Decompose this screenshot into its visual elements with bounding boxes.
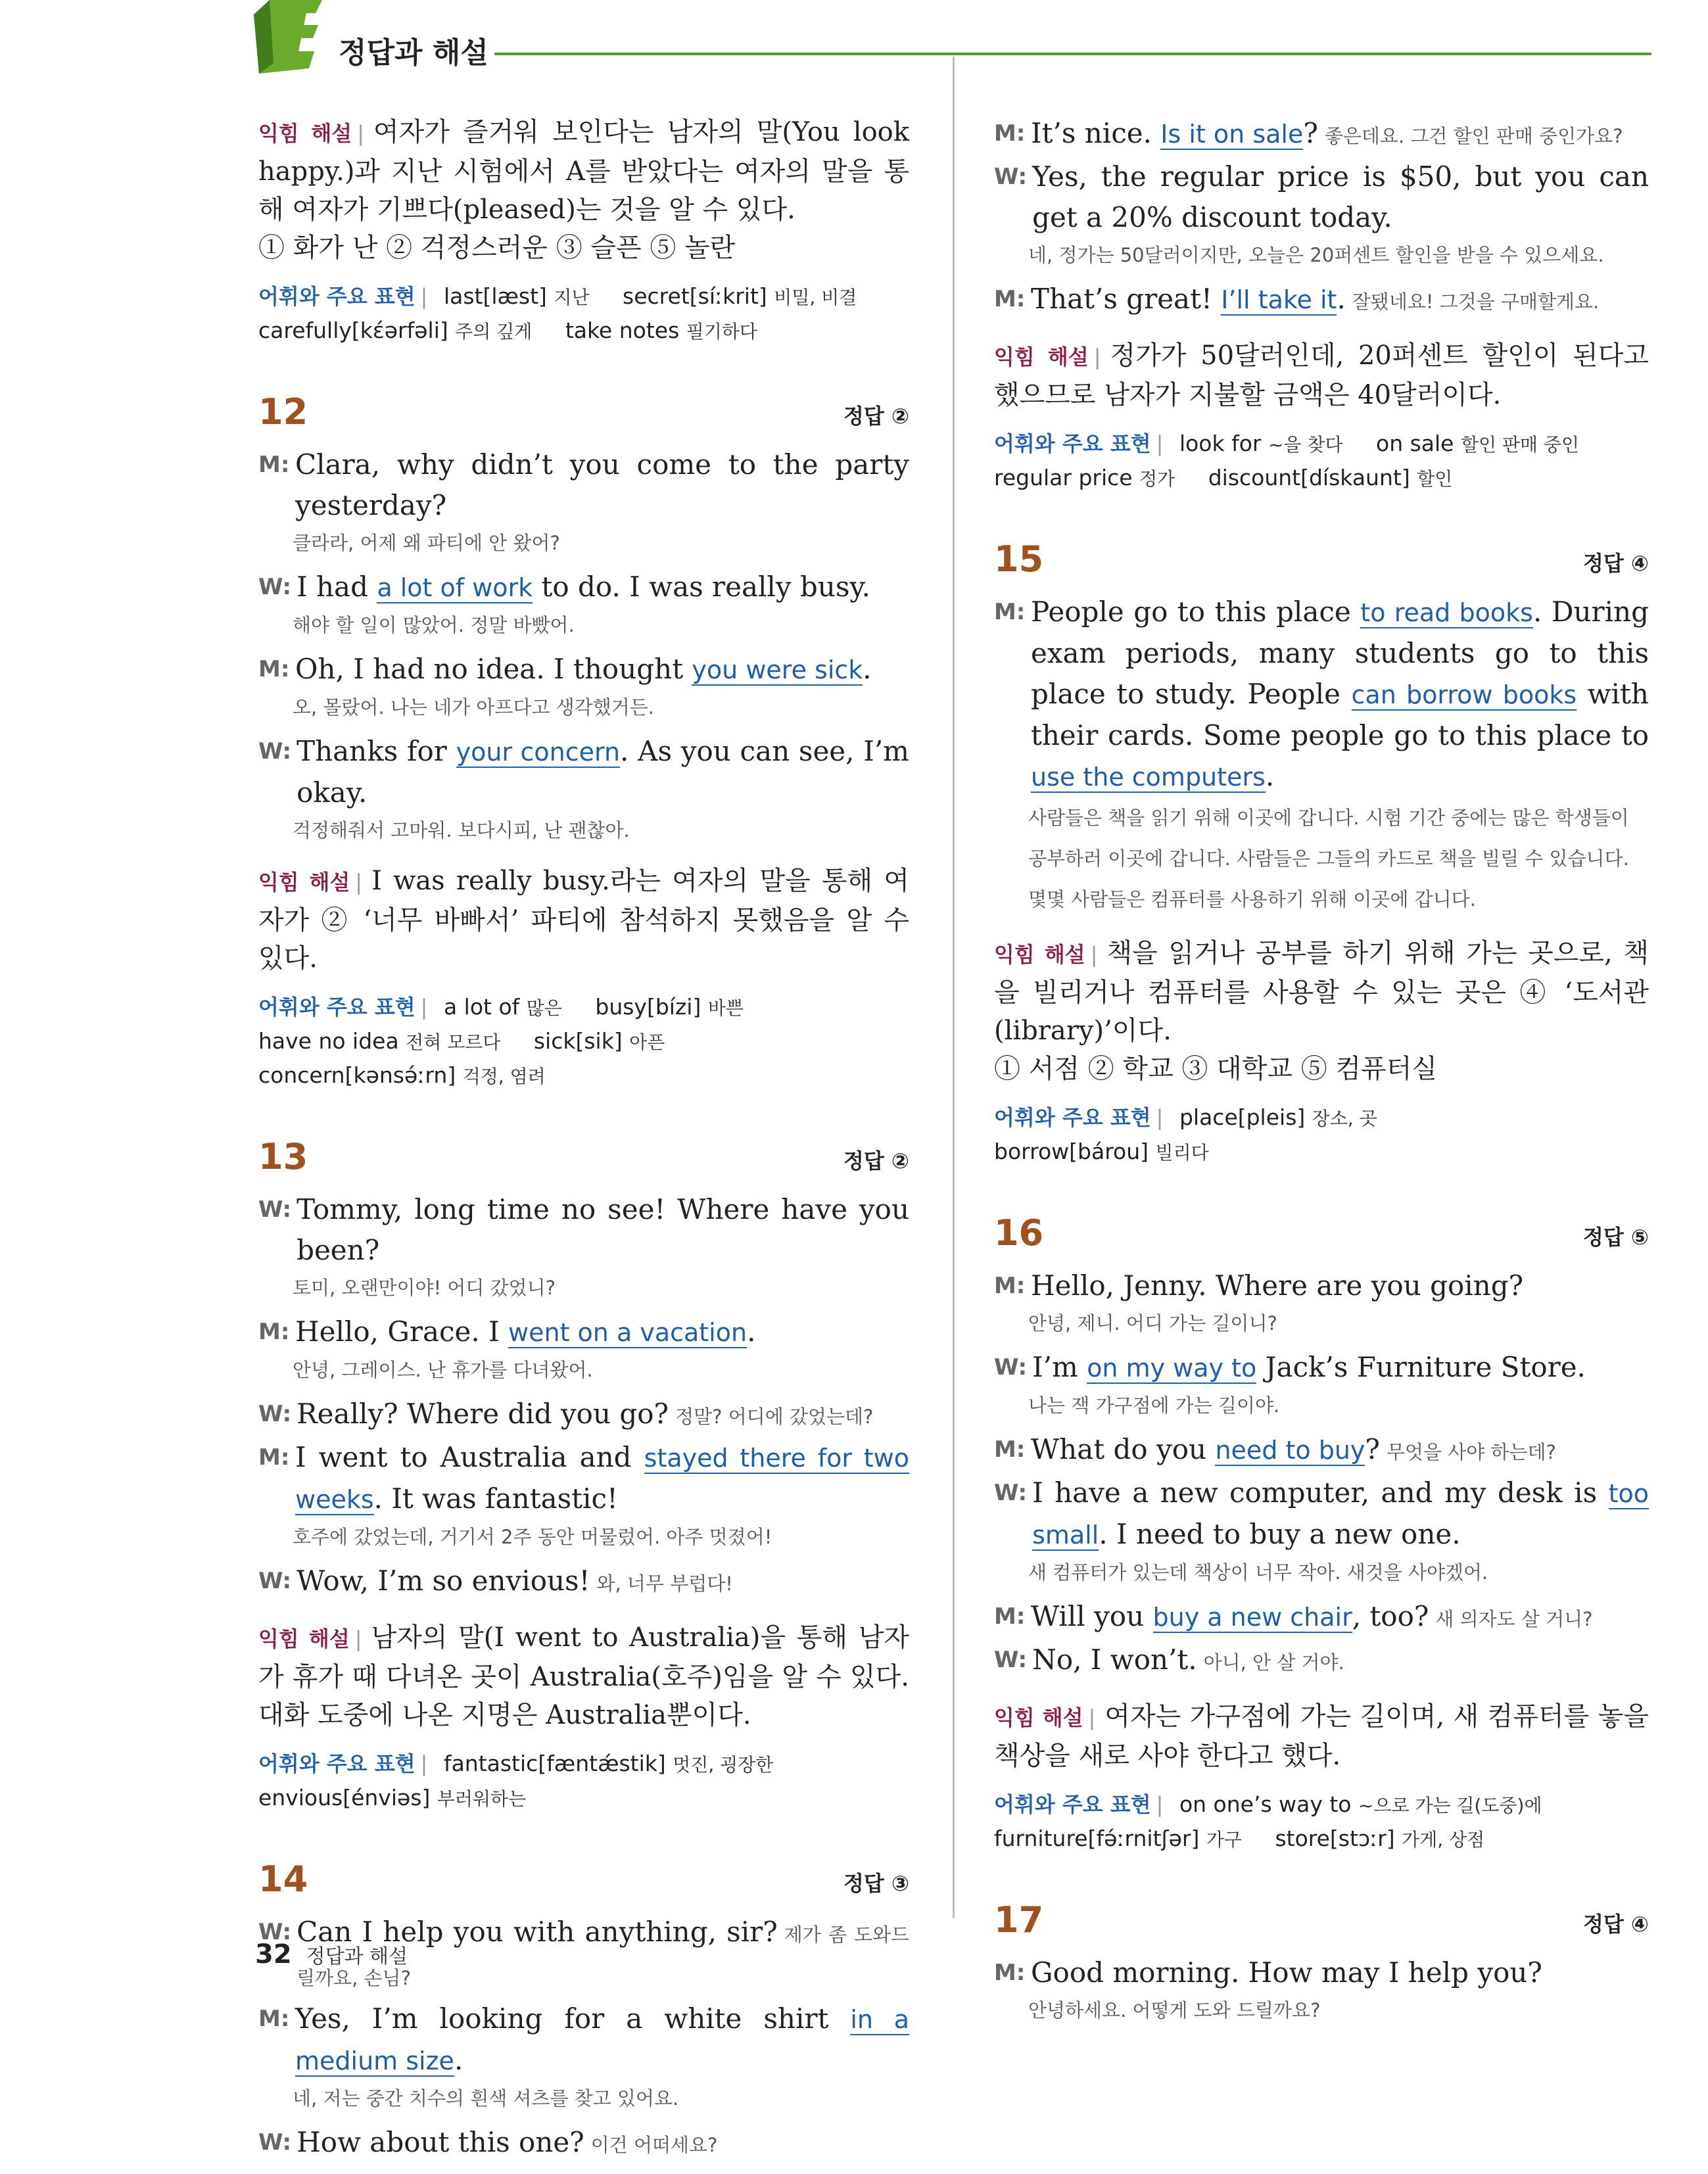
question-number: 17	[994, 1899, 1044, 1941]
dialogue-line	[994, 1347, 1649, 1388]
text: M:	[258, 2006, 290, 2032]
text: M:	[994, 599, 1026, 625]
dialogue-line	[258, 1998, 909, 2081]
translation: 정말? 어디에 갔었는데?	[675, 1406, 874, 1428]
vocab-item	[1179, 431, 1343, 456]
answer-label: 정답 ④	[1582, 1912, 1649, 1937]
key-phrase: buy a new chair	[1152, 1603, 1352, 1632]
text: Can I help you with anything, sir?	[297, 1916, 778, 1948]
text: |	[354, 1626, 362, 1651]
text: |	[1156, 431, 1164, 456]
text: 할인	[1417, 468, 1453, 490]
vocab-item	[1208, 465, 1453, 490]
translation: 이건 어떠세요?	[590, 2134, 718, 2156]
text: ~으로 가는 길(도중)에	[1358, 1795, 1542, 1816]
dialogue-line	[994, 1952, 1649, 1993]
text: People go to this place	[1031, 596, 1361, 628]
explanation-label: 익힘 해설	[258, 1626, 350, 1651]
key-phrase: I’ll take it	[1221, 285, 1337, 314]
vocab-item	[994, 1139, 1209, 1164]
text: That’s great!	[1031, 283, 1222, 315]
text: Clara, why didn’t you come to the party yesterday?	[295, 448, 909, 521]
text: M:	[994, 1436, 1026, 1463]
dialogue-line	[258, 1311, 909, 1353]
text: discount[dískaunt]	[1208, 465, 1410, 490]
text: . It was fantastic!	[373, 1482, 618, 1515]
text: 빌리다	[1155, 1142, 1209, 1164]
translation: 안녕하세요. 어떻게 도와 드릴까요?	[1028, 1999, 1321, 2021]
vocab-block	[994, 1788, 1649, 1856]
text: |	[1156, 1792, 1164, 1817]
translation: 제가 좀 도와드릴까요, 손님?	[297, 1924, 909, 1989]
text: W:	[994, 1354, 1028, 1381]
question-number: 14	[258, 1858, 308, 1900]
translation: 와, 너무 부럽다!	[596, 1572, 733, 1595]
translation: 안녕, 그레이스. 난 휴가를 다녀왔어.	[293, 1359, 593, 1381]
text: place[pleis]	[1179, 1104, 1306, 1130]
vocab-item	[1275, 1826, 1484, 1851]
text: envious[énviəs]	[258, 1785, 431, 1810]
text: M:	[258, 452, 290, 478]
text: What do you	[1031, 1433, 1216, 1465]
text: ?	[1365, 1433, 1380, 1465]
dialogue-line	[258, 1437, 909, 1520]
explanation-text: 남자의 말(I went to Australia)을 통해 남자가 휴가 때 다녀온 곳이 Australia(호주)임을 알 수 있다. 대화 도중에 나온 지명은 Australia뿐이다.	[258, 1622, 909, 1730]
explanation	[258, 862, 909, 978]
question-header	[994, 1899, 1649, 1941]
text: M:	[994, 1960, 1026, 1986]
translation: 잘됐네요! 그것을 구매할게요.	[1352, 291, 1600, 313]
text: .	[1265, 760, 1275, 792]
vocab-block	[258, 991, 909, 1093]
text: 아픈	[629, 1031, 665, 1053]
dialogue-line	[258, 2122, 909, 2165]
text: 바쁜	[707, 997, 744, 1019]
text: |	[1088, 1705, 1096, 1730]
text: 부러워하는	[437, 1788, 527, 1810]
text: store[stɔːr]	[1275, 1826, 1395, 1851]
dialogue-line	[994, 279, 1649, 322]
text: 장소, 곳	[1312, 1108, 1377, 1129]
text: furniture[fə́ːrnitʃər]	[994, 1826, 1200, 1851]
dialogue-line	[994, 156, 1649, 238]
text: |	[355, 870, 363, 895]
answer-label: 정답 ⑤	[1582, 1225, 1649, 1250]
text: W:	[258, 1401, 292, 1427]
text: |	[1093, 344, 1101, 369]
vocab-item	[444, 283, 590, 309]
text: .	[454, 2044, 463, 2076]
explanation-label: 익힘 해설	[994, 344, 1089, 369]
text: M:	[258, 656, 290, 682]
explanation-text: I was really busy.라는 여자의 말을 통해 여자가 ② ‘너무 바빠서’ 파티에 참석하지 못했음을 알 수 있다.	[258, 866, 909, 974]
text: Thanks for	[297, 735, 456, 767]
vocab-label: 어휘와 주요 표현	[258, 995, 415, 1020]
vocab-label: 어휘와 주요 표현	[258, 284, 415, 309]
translation: 호주에 갔었는데, 거기서 2주 동안 머물렀어. 아주 멋졌어!	[293, 1526, 772, 1548]
question-header	[994, 1212, 1649, 1254]
text: secret[síːkrit]	[623, 283, 767, 309]
question-number: 16	[994, 1212, 1044, 1254]
text: carefully[kɛ́ərfəli]	[258, 318, 448, 343]
vocab-item	[534, 1028, 665, 1054]
dialogue-line	[258, 731, 909, 813]
vocab-item	[994, 465, 1175, 490]
text: Jack’s Furniture Store.	[1256, 1351, 1586, 1383]
key-phrase: your concern	[456, 738, 621, 767]
text: 주의 깊게	[455, 321, 533, 343]
header-rule	[494, 53, 1651, 55]
text: I went to Australia and	[295, 1441, 644, 1473]
text: 전혀 모르다	[406, 1031, 501, 1053]
translation: 새 컴퓨터가 있는데 책상이 너무 작아. 새것을 사야겠어.	[1028, 1561, 1488, 1584]
text: 비밀, 비결	[774, 287, 857, 308]
text: .	[1337, 283, 1346, 315]
text: . During exam periods, many students go to this place to study. People	[1031, 596, 1649, 710]
text: take notes	[565, 318, 680, 343]
key-phrase: can borrow books	[1351, 680, 1577, 709]
explanation-label: 익힘 해설	[258, 121, 352, 146]
text: 많은	[526, 997, 562, 1019]
text: It’s nice.	[1031, 117, 1161, 149]
vocab-item	[444, 1751, 773, 1776]
text: . I need to buy a new one.	[1099, 1518, 1461, 1550]
translation: 걱정해줘서 고마워. 보다시피, 난 괜찮아.	[293, 819, 630, 841]
page-footer	[255, 1939, 408, 1970]
text: on sale	[1376, 431, 1454, 456]
dialogue-line	[994, 1640, 1649, 1683]
text: regular price	[994, 465, 1133, 490]
explanation	[994, 934, 1649, 1050]
text: Will you	[1031, 1600, 1153, 1632]
text: Hello, Grace. I	[295, 1315, 509, 1348]
vocab-label: 어휘와 주요 표현	[258, 1751, 415, 1776]
key-phrase: need to buy	[1215, 1436, 1365, 1465]
vocab-block	[258, 1747, 909, 1816]
translation: 새 의자도 살 거니?	[1435, 1608, 1593, 1630]
right-column	[994, 113, 1649, 2034]
dialogue-line	[994, 1473, 1649, 1555]
text: a lot of	[443, 994, 520, 1020]
vocab-block	[994, 1101, 1649, 1170]
explanation	[258, 113, 909, 229]
vocab-item	[258, 318, 532, 343]
left-column	[258, 113, 909, 2165]
translation: 오, 몰랐어. 나는 네가 아프다고 생각했거든.	[293, 696, 654, 719]
vocab-item	[565, 318, 757, 343]
text: borrow[bárou]	[994, 1139, 1149, 1164]
text: concern[kənsə́ːrn]	[258, 1062, 456, 1088]
text: |	[420, 1751, 428, 1776]
choices: ① 화가 난 ② 걱정스러운 ③ 슬픈 ⑤ 놀란	[258, 233, 736, 263]
text: Hello, Jenny. Where are you going?	[1031, 1269, 1524, 1302]
translation: 토미, 오랜만이야! 어디 갔었니?	[293, 1277, 556, 1299]
dialogue-line	[994, 1596, 1649, 1640]
text: have no idea	[258, 1028, 399, 1054]
text: sick[sik]	[533, 1028, 623, 1054]
header-title: 정답과 해설	[339, 36, 488, 70]
vocab-block	[994, 427, 1649, 496]
question-number: 12	[258, 391, 308, 433]
explanation	[994, 1697, 1649, 1775]
text: M:	[258, 1319, 290, 1345]
text: I’m	[1032, 1351, 1087, 1383]
explanation-text: 정가가 50달러인데, 20퍼센트 할인이 된다고 했으므로 남자가 지불할 금액은 40달러이다.	[994, 341, 1649, 410]
translation: 네, 정가는 50달러이지만, 오늘은 20퍼센트 할인을 받을 수 있으세요.	[1028, 244, 1604, 266]
text: 정가	[1139, 468, 1175, 490]
question-header	[258, 1136, 909, 1177]
text: W:	[994, 164, 1028, 190]
text: , too?	[1352, 1600, 1429, 1632]
key-phrase: a lot of work	[377, 573, 533, 602]
vocab-label: 어휘와 주요 표현	[994, 1105, 1151, 1130]
text: No, I won’t.	[1032, 1643, 1197, 1676]
question-header	[258, 391, 909, 433]
question-number: 13	[258, 1136, 308, 1177]
key-phrase: on my way to	[1087, 1354, 1257, 1382]
answer-label: 정답 ④	[1582, 551, 1649, 576]
text: Oh, I had no idea. I thought	[295, 653, 692, 685]
dialogue-line	[994, 592, 1649, 797]
dialogue-line	[258, 1394, 909, 1437]
text: 멋진, 굉장한	[673, 1754, 774, 1776]
dialogue-line	[994, 1265, 1649, 1306]
explanation-label: 익힘 해설	[994, 942, 1085, 967]
text: Yes, I’m looking for a white shirt	[295, 2002, 851, 2035]
dialogue-line	[258, 649, 909, 690]
explanation-label: 익힘 해설	[994, 1705, 1083, 1730]
text: M:	[994, 1603, 1026, 1630]
text: M:	[994, 120, 1026, 147]
text: M:	[258, 1444, 290, 1471]
green-book-tab-icon	[250, 0, 329, 74]
text: .	[863, 653, 872, 685]
translation: 좋은데요. 그건 할인 판매 중인가요?	[1324, 125, 1623, 147]
text: 할인 판매 중인	[1460, 434, 1580, 456]
explanation-label: 익힘 해설	[258, 870, 350, 895]
text: Yes, the regular price is $50, but you can get a 20% discount today.	[1032, 160, 1649, 233]
text: |	[420, 284, 428, 309]
text: I have a new computer, and my desk is	[1032, 1477, 1609, 1509]
question-header	[994, 538, 1649, 580]
page-header	[0, 0, 1708, 79]
vocab-item	[1376, 431, 1579, 456]
text: 가게, 상점	[1402, 1829, 1485, 1851]
text: |	[1156, 1105, 1164, 1130]
text: with their cards. Some people go to this place to	[1031, 678, 1649, 751]
text: W:	[994, 1480, 1028, 1506]
translation: 사람들은 책을 읽기 위해 이곳에 갑니다. 시험 기간 중에는 많은 학생들이 공부하러 이곳에 갑니다. 사람들은 그들의 카드로 책을 빌릴 수 있습니다. 몇몇 사람들은 컴퓨터를 사용하기 위해 이곳에 갑니다.	[1028, 807, 1629, 910]
dialogue-line	[258, 567, 909, 608]
text: Wow, I’m so envious!	[297, 1565, 590, 1597]
text: fantastic[fæntǽstik]	[443, 1751, 666, 1776]
translation: 아니, 안 살 거야.	[1203, 1651, 1344, 1674]
vocab-label: 어휘와 주요 표현	[994, 1792, 1151, 1817]
text: W:	[258, 1196, 292, 1223]
text: ?	[1303, 117, 1318, 149]
translation: 해야 할 일이 많았어. 정말 바빴어.	[293, 614, 575, 636]
text: look for	[1179, 431, 1262, 456]
choices: ① 서점 ② 학교 ③ 대학교 ⑤ 컴퓨터실	[994, 1054, 1438, 1084]
text: ~을 찾다	[1268, 434, 1343, 456]
vocab-item	[258, 1785, 526, 1810]
text: busy[bízi]	[595, 994, 701, 1020]
text: Good morning. How may I help you?	[1031, 1956, 1542, 1989]
text: M:	[994, 1273, 1026, 1299]
vocab-item	[595, 994, 744, 1020]
key-phrase: to read books	[1360, 598, 1533, 627]
dialogue-line	[994, 1429, 1649, 1473]
text: |	[420, 995, 428, 1020]
translation: 나는 잭 가구점에 가는 길이야.	[1028, 1394, 1280, 1417]
translation: 클라라, 어제 왜 파티에 안 왔어?	[293, 532, 560, 554]
vocab-label: 어휘와 주요 표현	[994, 431, 1151, 456]
translation: 무엇을 사야 하는데?	[1386, 1441, 1556, 1463]
text: 걱정, 염려	[462, 1066, 546, 1087]
footer-title: 정답과 해설	[306, 1945, 408, 1968]
key-phrase: you were sick	[692, 655, 863, 684]
vocab-item	[994, 1826, 1242, 1851]
text: 가구	[1206, 1829, 1242, 1851]
key-phrase: in a medium size	[295, 2005, 909, 2075]
translation: 네, 저는 중간 치수의 흰색 셔츠를 찾고 있어요.	[293, 2087, 679, 2110]
vocab-item	[1179, 1791, 1542, 1817]
text: Tommy, long time no see! Where have you been?	[297, 1193, 909, 1266]
text: . As you can see, I’m okay.	[297, 735, 909, 809]
translation: 안녕, 제니. 어디 가는 길이니?	[1028, 1312, 1277, 1335]
vocab-item	[258, 1028, 500, 1054]
column-divider	[953, 57, 955, 1918]
text: W:	[258, 1568, 292, 1594]
text: on one’s way to	[1179, 1791, 1352, 1817]
vocab-item	[258, 1062, 546, 1088]
question-number: 15	[994, 538, 1044, 580]
dialogue-line	[258, 1189, 909, 1271]
vocab-item	[444, 994, 562, 1020]
page-number: 32	[255, 1939, 292, 1970]
text: W:	[994, 1647, 1028, 1673]
explanation-text: 책을 읽거나 공부를 하기 위해 가는 곳으로, 책을 빌리거나 컴퓨터를 사용할 수 있는 곳은 ④ ‘도서관(library)’이다.	[994, 938, 1649, 1046]
text: 지난	[554, 287, 590, 308]
text: last[læst]	[443, 283, 547, 309]
vocab-item	[623, 283, 857, 309]
question-header	[258, 1858, 909, 1900]
text: W:	[258, 738, 292, 765]
dialogue-line	[258, 444, 909, 526]
dialogue-line	[258, 1561, 909, 1604]
answer-label: 정답 ③	[843, 1871, 909, 1896]
vocab-item	[1179, 1104, 1377, 1130]
key-phrase: stayed there for two weeks	[295, 1444, 910, 1514]
text: |	[1090, 942, 1098, 967]
text: to do. I was really busy.	[533, 571, 870, 603]
text: I had	[297, 571, 377, 603]
answer-label: 정답 ②	[843, 404, 909, 429]
explanation	[994, 337, 1649, 414]
text: W:	[258, 574, 292, 600]
text: 필기하다	[686, 321, 757, 343]
dialogue-line	[994, 113, 1649, 156]
key-phrase: use the computers	[1031, 763, 1266, 792]
text: .	[747, 1315, 756, 1348]
text: Really? Where did you go?	[297, 1398, 669, 1430]
text: How about this one?	[297, 2126, 584, 2158]
key-phrase: Is it on sale	[1160, 120, 1304, 149]
text: W:	[258, 2129, 292, 2156]
explanation-text: 여자가 즐거워 보인다는 남자의 말(You look happy.)과 지난 시험에서 A를 받았다는 여자의 말을 통해 여자가 기쁘다(pleased)는 것을 알 수 있다.	[258, 117, 910, 225]
text: |	[357, 121, 364, 146]
text: W:	[258, 1919, 292, 1945]
explanation	[258, 1619, 909, 1734]
vocab-block	[258, 280, 909, 348]
answer-label: 정답 ②	[843, 1148, 909, 1173]
text: M:	[994, 286, 1026, 312]
key-phrase: too small	[1032, 1479, 1649, 1549]
key-phrase: went on a vacation	[508, 1318, 747, 1347]
explanation-text: 여자는 가구점에 가는 길이며, 새 컴퓨터를 놓을 책상을 새로 사야 한다고 했다.	[994, 1701, 1649, 1771]
